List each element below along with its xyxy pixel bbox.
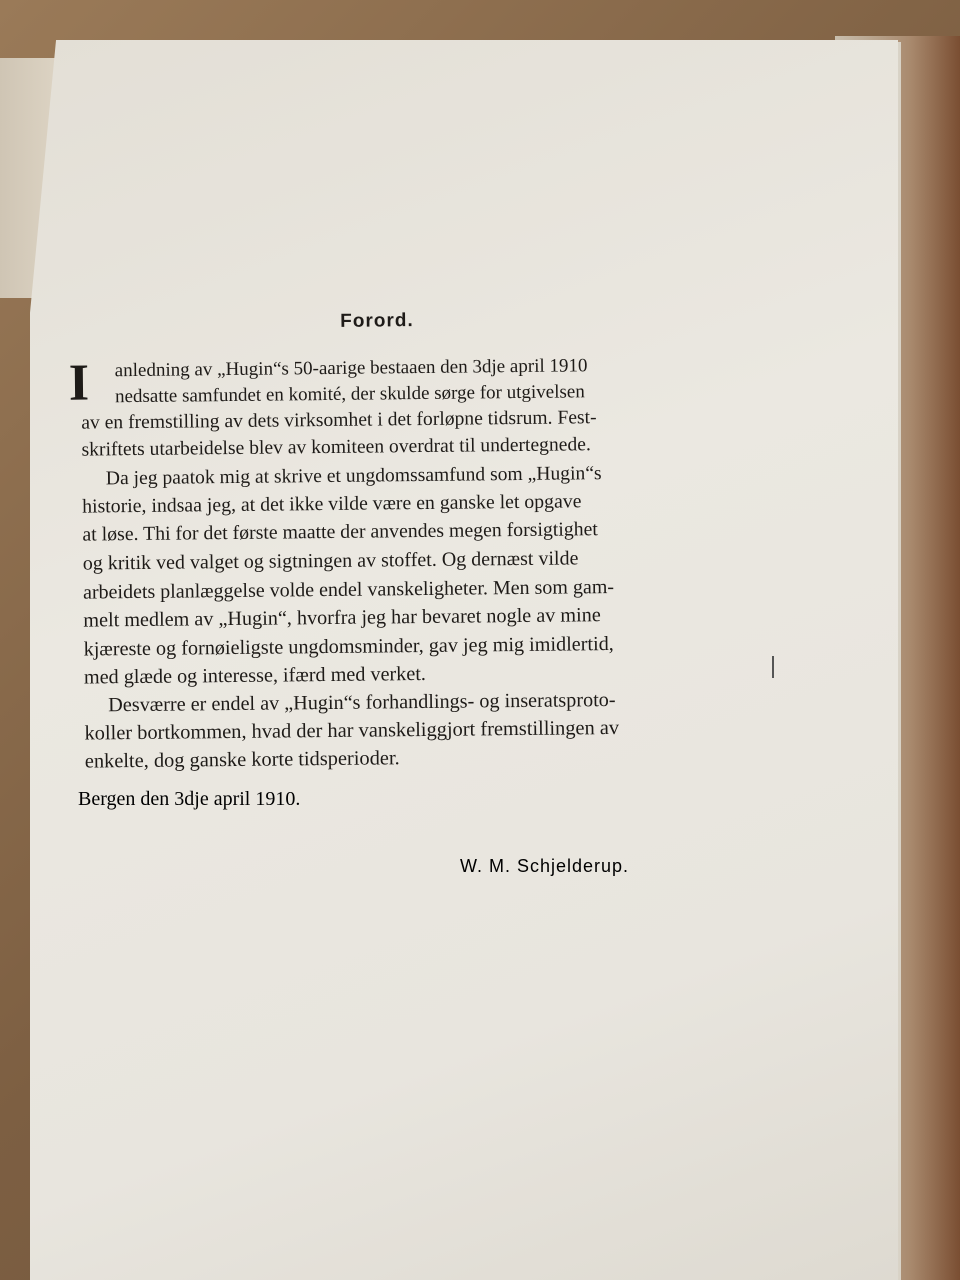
text-line: av en fremstilling av dets virksomhet i det forløpne tidsrum. Fest- [81, 407, 597, 434]
text-line: og kritik ved valget og sigtningen av stoffet. Og dernæst vilde [82, 547, 579, 575]
text-line: kjæreste og fornøieligste ungdomsminder, gav jeg mig imidlertid, [83, 633, 614, 661]
place-date: Bergen den 3dje april 1910. [78, 788, 301, 810]
text-line: arbeidets planlæggelse volde endel vanskeligheter. Men som gam- [82, 576, 615, 604]
text-line: historie, indsaa jeg, at det ikke vilde være en ganske let opgave [82, 490, 582, 518]
text-line: skriftets utarbeidelse blev av komiteen overdrat til undertegnede. [81, 434, 591, 461]
text-line: enkelte, dog ganske korte tidsperioder. [84, 747, 400, 773]
text-line: melt medlem av „Hugin“, hvorfra jeg har bevaret nogle av mine [83, 604, 601, 632]
book-page [30, 40, 898, 1280]
text-line: med glæde og interesse, ifærd med verket. [83, 662, 427, 689]
signature: W. M. Schjelderup. [460, 856, 630, 876]
text-line: at løse. Thi for det første maatte der anvendes megen forsigtighet [82, 518, 598, 546]
text-line: Desværre er endel av „Hugin“s forhandlings- og inseratsproto- [108, 688, 616, 717]
text-line: Da jeg paatok mig at skrive et ungdomssamfund som „Hugin“s [105, 463, 602, 490]
text-line: anledning av „Hugin“s 50-aarige bestaaen den 3dje april 1910 [114, 355, 588, 382]
drop-cap: I [68, 354, 90, 412]
text-line: nedsatte samfundet en komité, der skulde sørge for utgivelsen [114, 381, 585, 408]
margin-pencil-mark [772, 656, 774, 678]
page-title: Forord. [340, 310, 414, 332]
text-line: koller bortkommen, hvad der har vanskeliggjort fremstillingen av [84, 716, 620, 745]
